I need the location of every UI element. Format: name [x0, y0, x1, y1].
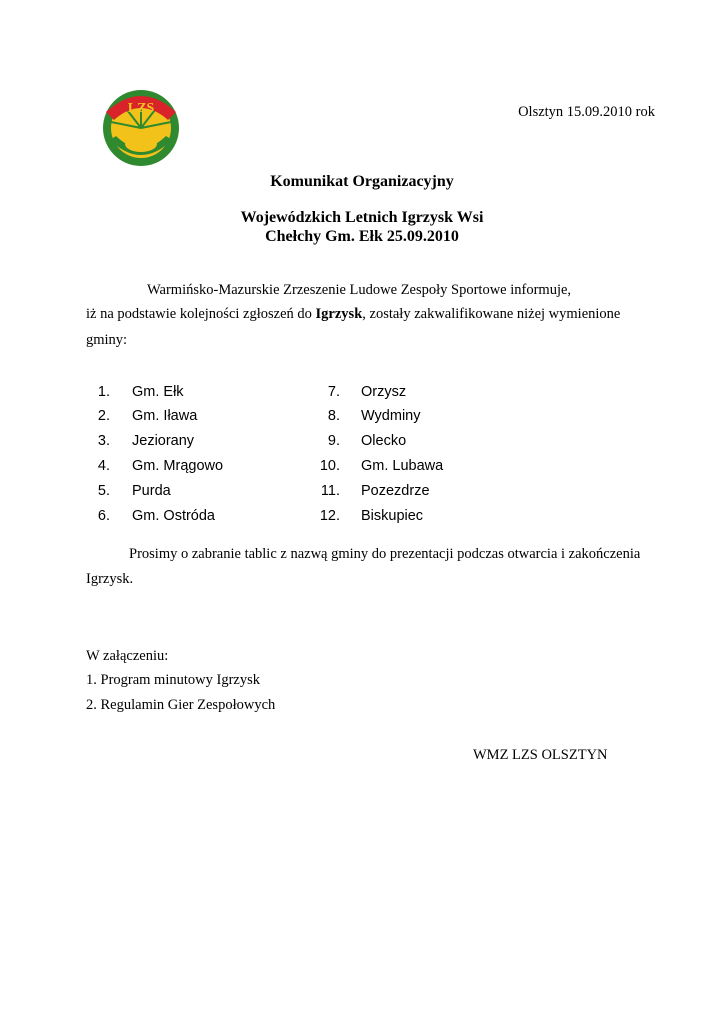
- list-item-number: 2.: [97, 408, 110, 424]
- intro-line-1: Warmińsko-Mazurskie Zrzeszenie Ludowe Zespoły Sportowe informuje,: [147, 282, 572, 298]
- attachment-item: 1. Program minutowy Igrzysk: [86, 672, 260, 688]
- intro-line-2: [86, 306, 620, 323]
- event-title: Wojewódzkich Letnich Igrzysk Wsi: [240, 209, 484, 226]
- list-item-name: Biskupiec: [361, 508, 424, 524]
- list-item-number: 5.: [97, 483, 110, 499]
- lzs-emblem-icon: [96, 82, 186, 174]
- list-item-name: Jeziorany: [132, 433, 195, 449]
- list-item-name: Pozezdrze: [361, 483, 430, 499]
- list-item-name: Purda: [132, 483, 171, 499]
- list-item-name: Gm. Ostróda: [132, 508, 215, 524]
- signature: WMZ LZS OLSZTYN: [473, 747, 608, 763]
- list-item-name: Gm. Iława: [132, 408, 198, 424]
- list-item-number: 4.: [97, 458, 110, 474]
- list-item-number: 1.: [97, 384, 110, 400]
- date-line: Olsztyn 15.09.2010 rok: [518, 104, 655, 120]
- document-title: Komunikat Organizacyjny: [270, 173, 454, 190]
- intro-line-3: gminy:: [86, 332, 128, 348]
- list-item-number: 8.: [327, 408, 340, 424]
- list-item-name: Olecko: [361, 433, 407, 449]
- list-item-name: Gm. Ełk: [132, 384, 184, 400]
- lzs-logo: [96, 82, 186, 174]
- list-item-number: 10.: [319, 458, 340, 474]
- attachment-item: 2. Regulamin Gier Zespołowych: [86, 697, 276, 713]
- event-place-date: Chełchy Gm. Ełk 25.09.2010: [265, 228, 459, 245]
- list-item-number: 11.: [320, 483, 340, 499]
- logo-text: LZS: [127, 101, 155, 116]
- list-item-number: 9.: [327, 433, 340, 449]
- request-line-2: Igrzysk.: [86, 571, 134, 587]
- intro-line-2-bold: Igrzysk: [315, 306, 363, 322]
- gminy-list: [86, 382, 486, 532]
- list-item-number: 12.: [319, 508, 340, 524]
- list-item-number: 3.: [97, 433, 110, 449]
- list-item-number: 6.: [97, 508, 110, 524]
- request-line-1: Prosimy o zabranie tablic z nazwą gminy do prezentacji podczas otwarcia i zakończenia: [129, 546, 641, 562]
- intro-line-2-start: iż na podstawie kolejności zgłoszeń do: [86, 306, 316, 322]
- intro-line-2-end: , zostały zakwalifikowane niżej wymienione: [362, 306, 621, 322]
- list-item-name: Gm. Mrągowo: [132, 458, 224, 474]
- list-item-name: Wydminy: [361, 408, 421, 424]
- list-item-number: 7.: [327, 384, 340, 400]
- attachments-heading: W załączeniu:: [86, 648, 169, 664]
- list-item-name: Gm. Lubawa: [361, 458, 444, 474]
- list-item-name: Orzysz: [361, 384, 407, 400]
